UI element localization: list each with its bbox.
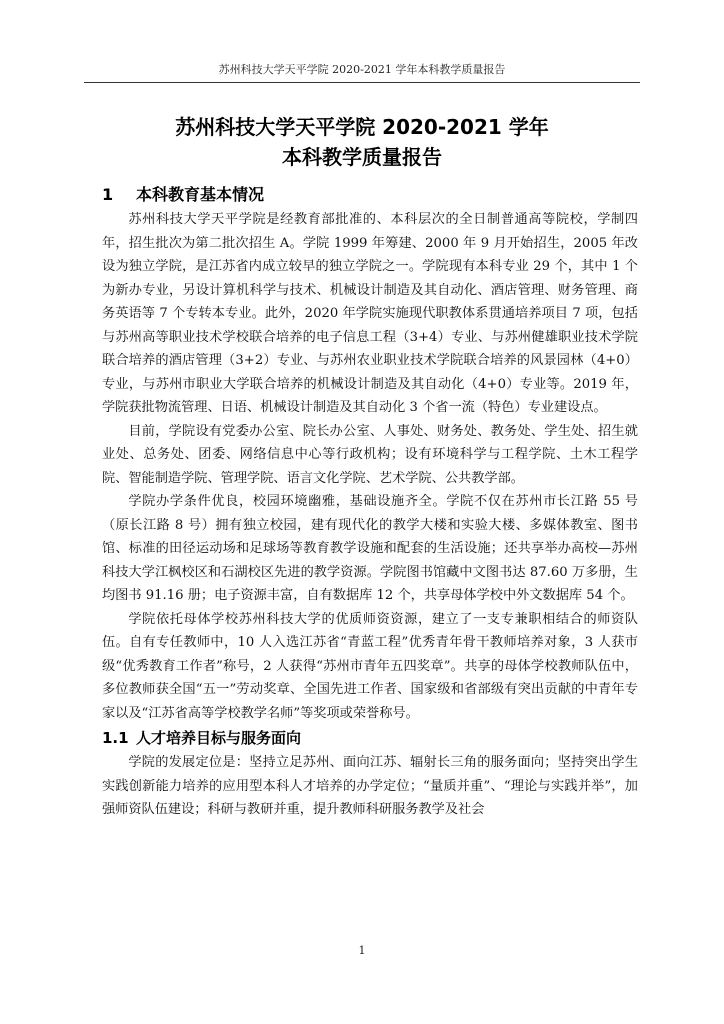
- paragraph: 苏州科技大学天平学院是经教育部批准的、本科层次的全日制普通高等院校，学制四年，招生批次为第二批次招生 A。学院 1999 年筹建、2000 年 9 月开始招生，2005 年改设为独立学院，是江苏省内成立较早的独立学院之一。学院现有本科专业 29 个，其中 1 个为新办专业，另设计算机科学与技术、机械设计制造及其自动化、酒店管理、财务管理、商务英语等 7 个专转本专业。此外，2020 年学院实施现代职教体系贯通培养项目 7 项，包括与苏州高等职业技术学校联合培养的电子信息工程（3+4）专业、与苏州健雄职业技术学院联合培养的酒店管理（3+2）专业、与苏州农业职业技术学院联合培养的风景园林（4+0）专业，与苏州市职业大学联合培养的机械设计制造及其自动化（4+0）专业等。2019 年，学院获批物流管理、日语、机械设计制造及其自动化 3 个省一流（特色）专业建设点。: [102, 212, 638, 415]
- running-header: 苏州科技大学天平学院 2020-2021 学年本科教学质量报告: [84, 60, 640, 83]
- section-number: 1: [102, 185, 114, 204]
- subsection-title: 人才培养目标与服务面向: [136, 729, 302, 747]
- paragraph: 学院依托母体学校苏州科技大学的优质师资资源，建立了一支专兼职相结合的师资队伍。自有专任教师中，10 人入选江苏省“青蓝工程”优秀青年骨干教师培养对象，3 人获市级“优秀教育工作者”称号，2 人获得“苏州市青年五四奖章”。共享的母体学校教师队伍中，多位教师获全国“五一”劳动奖章、全国先进工作者、国家级和省部级有突出贡献的中青年专家以及“江苏省高等学校教学名师”等奖项或荣誉称号。: [102, 611, 638, 721]
- subsection-heading: [102, 725, 638, 751]
- section-title: 本科教育基本情况: [136, 185, 265, 204]
- section-heading: [102, 184, 264, 206]
- document-title-line2: 本科教学质量报告: [282, 145, 442, 169]
- paragraph: 学院的发展定位是：坚持立足苏州、面向江苏、辐射长三角的服务面向；坚持突出学生实践创新能力培养的应用型本科人才培养的办学定位；“量质并重”、“理论与实践并举”，加强师资队伍建设；科研与教研并重，提升教师科研服务教学及社会: [102, 755, 638, 817]
- paragraph: 目前，学院设有党委办公室、院长办公室、人事处、财务处、教务处、学生处、招生就业处、总务处、团委、网络信息中心等行政机构；设有环境科学与工程学院、土木工程学院、智能制造学院、管理学院、语言文化学院、艺术学院、公共教学部。: [102, 423, 638, 486]
- page-number: 1: [358, 944, 366, 957]
- document-title-line1: 苏州科技大学天平学院 2020-2021 学年: [175, 115, 549, 139]
- document-title: [84, 112, 640, 172]
- subsection-number: 1.1: [102, 729, 129, 747]
- paragraph: 学院办学条件优良，校园环境幽雅，基础设施齐全。学院不仅在苏州市长江路 55 号（原长江路 8 号）拥有独立校园，建有现代化的教学大楼和实验大楼、多媒体教室、图书馆、标准的田径运动场和足球场等教育教学设施和配套的生活设施；还共享举办高校—苏州科技大学江枫校区和石湖校区先进的教学资源。学院图书馆藏中文图书达 87.60 万多册，生均图书 91.16 册；电子资源丰富，自有数据库 12 个，共享母体学校中外文数据库 54 个。: [102, 494, 638, 603]
- body-text: [102, 208, 638, 822]
